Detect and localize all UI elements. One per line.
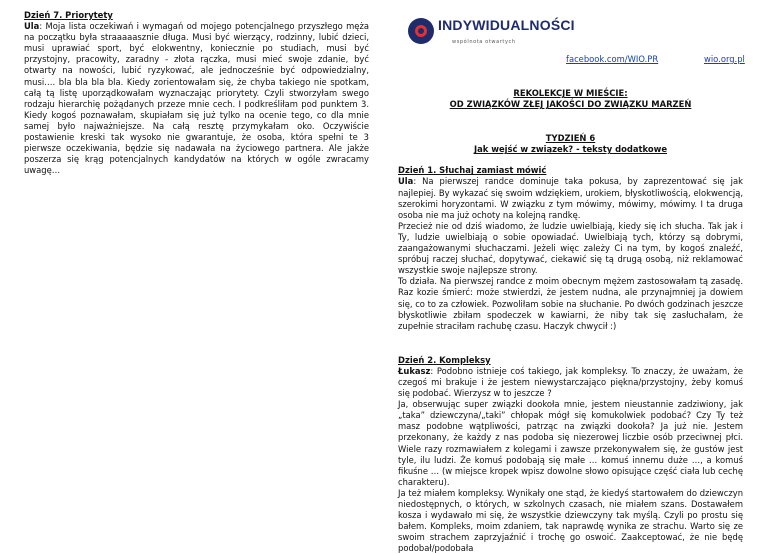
- day7-text: : Moja lista oczekiwań i wymagań od mojego potencjalnego przyszłego męża na początku była straaaaasznie długa. Musi być wierzący, rodzinny, lubić dzieci, musi uprawiać sport, być elokwentny, koniecznie po studiach, musi być przystojny, pracowity, zaradny - złota rączka, musi mieć swoje zdanie, być otwarty na nowości, lubić ryzykować, ale jednocześnie być odpowiedzialny, musi…. bla bla bla bla. Kiedy zorientowałam się, że chyba takiego nie spotkam, całą tą listę uporządkowałam wyznaczając priorytety. Czyli stworzyłam swego rodzaju hierarchię pożądanych przeze mnie cech. I podkreśliłam pod punktem 3. Kiedy kogoś poznawałam, skupiałam się już tylko na ocenie tego, co dla mnie samej było najważniejsze. Na całą resztę przymykałam oko. Oczywiście postawienie kreski tak wysoko nie gwarantuje, że osoba, która spełni te 3 pierwsze oczekiwania, będzie się nadawała na życiowego partnera. Ale jakże poszerza się krąg potencjalnych kandydatów na których w ogóle zwracamy uwagę…: [24, 21, 369, 176]
- logo-name: INDYWIDUALNOŚCI: [438, 17, 575, 33]
- facebook-link[interactable]: facebook.com/WIO.PR: [566, 54, 659, 64]
- logo-emblem-icon: [408, 18, 434, 44]
- day1-heading: Dzień 1. Słuchaj zamiast mówić: [398, 165, 547, 176]
- retreat-subtitle: OD ZWIĄZKÓW ZŁEJ JAKOŚCI DO ZWIĄZKU MARZEŃ: [449, 99, 692, 110]
- day2-paragraph-1: [398, 366, 743, 399]
- day7-paragraph: [24, 21, 369, 176]
- day1-text-1: : Na pierwszej randce dominuje taka pokusa, by zaprezentować się jak najlepiej. By wykazać się swoim wdziękiem, urokiem, błyskotliwością, elokwencją, szerokimi horyzontami. W związku z tym mówimy, mówimy, mówimy. I ta druga osoba nie ma już ochoty na kolejną randkę.: [398, 176, 743, 220]
- page-header: [398, 10, 745, 64]
- wio-logo: [408, 16, 575, 56]
- day1-paragraph-1: [398, 176, 743, 220]
- left-column: [24, 10, 369, 176]
- day1-paragraph-3: To działa. Na pierwszej randce z moim obecnym mężem zastosowałam tą zasadę. Raz kozie śmierć: może stwierdzi, że jestem nudna, ale przynajmniej ja dowiem się, co to za człowiek. Pozwoliłam sobie na słuchanie. Po dwóch godzinach jeszcze błyskotliwie zbiłam spodeczek w kawiarni, że niby tak się zasłuchałam, że zupełnie straciłam rachubę czasu. Haczyk chwycił :): [398, 276, 743, 331]
- retreat-title: REKOLEKCJE W MIEŚCIE:: [513, 88, 628, 98]
- section-subtitle: Jak wejść w związek? - teksty dodatkowe: [473, 144, 667, 155]
- day7-heading: Dzień 7. Priorytety: [24, 10, 113, 20]
- website-link[interactable]: wio.org.pl: [704, 54, 745, 64]
- speaker-name: Łukasz: [398, 365, 431, 376]
- speaker-name: Ula: [398, 176, 414, 187]
- day2-text-1: : Podobno istnieje coś takiego, jak kompleksy. To znaczy, że uważam, że czegoś mi brakuje i że jestem niewystarczająco piękna/przystojny, żeby komuś się podobać. Wierzysz w to jeszcze ?: [398, 365, 743, 399]
- week-title: TYDZIEŃ 6: [545, 133, 596, 144]
- day2-heading: Dzień 2. Kompleksy: [398, 354, 491, 365]
- day1-paragraph-2: Przecież nie od dziś wiadomo, że ludzie uwielbiają, kiedy się ich słucha. Tak jak i Ty, ludzie uwielbiają o sobie opowiadać. Uwielbiają tych, którzy są dobrymi, zaangażowanymi słuchaczami. Jeżeli więc zależy Ci na tym, by kogoś znaleźć, spróbuj raczej słuchać, dopytywać, ciekawić się tą drugą osobą, niż reklamować wszystkie swoje najlepsze strony.: [398, 220, 743, 276]
- day2-paragraph-2: Ja, obserwując super związki dookoła mnie, jestem nieustannie zadziwiony, jak „taka” dziewczyna/„taki” chłopak mógł się komukolwiek podobać? Czy Ty też masz podobne wątpliwości, patrząc na związki dookoła? Ja już nie. Jestem przekonany, że każdy z nas podoba się niezerowej liczbie osób przeciwnej płci. Wiele razy rozmawiałem z kolegami i zawsze przekonywałem się, że gustów jest tyle, ilu ludzi. Że komuś podobają się małe … komuś innemu duże …, a komuś fikuśne … (w miejsce kropek wpisz dowolne słowo opisujące część ciała lub cechę charakteru).: [398, 399, 743, 487]
- right-column: [398, 10, 743, 554]
- day2-paragraph-3: Ja też miałem kompleksy. Wynikały one stąd, że kiedyś startowałem do dziewczyn niedostępnych, o których, w szkolnych czasach, nie miałem szans. Dostawałem kosza i wydawało mi się, że wszystkie dziewczyny tak myślą. Czyli po prostu się bałem. Kompleks, moim zdaniem, tak naprawdę wynika ze strachu. Warto się ze swoim strachem zaprzyjaźnić i trochę go oswoić. Zaakceptować, że nie będę podobał/podobała: [398, 487, 743, 554]
- logo-tagline: wspólnota otwartych: [452, 39, 516, 45]
- speaker-name: Ula: [24, 21, 40, 32]
